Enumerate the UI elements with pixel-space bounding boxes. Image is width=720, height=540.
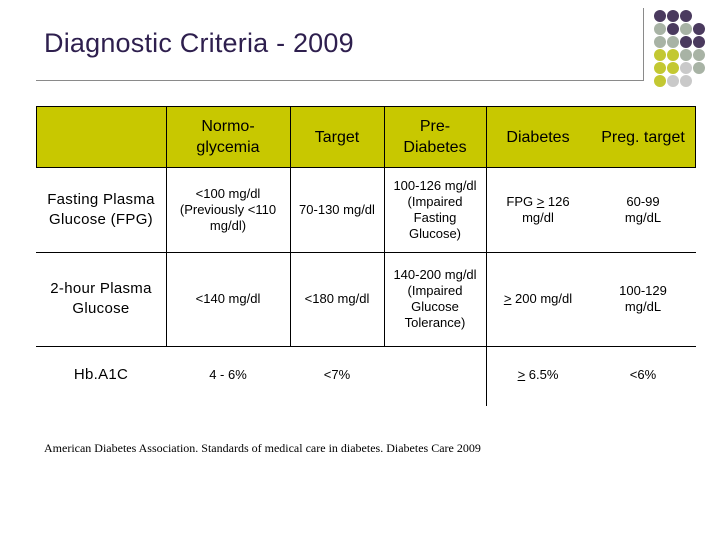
row-2hpg-pre-line3: Glucose (411, 299, 459, 314)
row-fpg-target-value: 70-130 mg/dl (299, 202, 375, 217)
header-prediabetes (384, 106, 486, 168)
row-2hpg-target (290, 252, 384, 346)
row-2hpg-label-line2: Glucose (72, 300, 130, 317)
row-2hpg-prediabetes (384, 252, 486, 346)
row-2hpg-normo (166, 252, 290, 346)
row-2hpg-diabetes (486, 252, 590, 346)
decorative-dot (667, 49, 679, 61)
row-2hpg-preg (590, 252, 696, 346)
decorative-dot (667, 10, 679, 22)
row-fpg-target (290, 168, 384, 252)
header-preg-target (590, 106, 696, 168)
row-fpg-preg-line2: mg/dL (624, 210, 662, 225)
row-fpg-pre-line4: Glucose) (408, 226, 462, 241)
row-2hpg-pre-line2: (Impaired (407, 283, 463, 298)
row-fpg-normo-line3: mg/dl) (209, 218, 247, 233)
header-pre-line1: Pre- (419, 118, 451, 135)
row-2hpg-normo-value: <140 mg/dl (195, 291, 261, 306)
decorative-dot (680, 49, 692, 61)
row-fpg-pre-line1: 100-126 mg/dl (393, 178, 477, 193)
row-fpg-pre-line3: Fasting (413, 210, 457, 225)
decorative-dot (654, 62, 666, 74)
grid-line-v2 (290, 106, 291, 346)
decorative-dot (667, 36, 679, 48)
row-fpg-label-line1: Fasting Plasma (47, 191, 155, 208)
row-hba1c-label (36, 346, 166, 404)
slide-title: Diagnostic Criteria - 2009 (44, 28, 354, 58)
decorative-dot (693, 62, 705, 74)
row-hba1c-preg-value: <6% (629, 367, 657, 382)
header-normo-line1: Normo- (201, 118, 255, 135)
header-preg-target-label: Preg. target (601, 128, 685, 146)
row-2hpg-label-line1: 2-hour Plasma (50, 280, 152, 297)
row-2hpg-diabetes-symbol: > (503, 291, 512, 306)
title-divider (36, 80, 644, 81)
header-diabetes-label: Diabetes (506, 128, 570, 146)
row-2hpg-pre-line1: 140-200 mg/dl (393, 267, 477, 282)
decorative-dot (680, 36, 692, 48)
row-hba1c-diabetes (486, 346, 590, 404)
row-fpg-diabetes-symbol: > (536, 194, 545, 209)
header-diabetes (486, 106, 590, 168)
row-2hpg-label (36, 252, 166, 346)
row-fpg-label-line2: Glucose (FPG) (49, 211, 153, 228)
row-fpg-pre-line2: (Impaired (407, 194, 463, 209)
vertical-divider (643, 8, 644, 81)
decorative-dot (680, 23, 692, 35)
decorative-dot (693, 36, 705, 48)
grid-line-v3 (384, 106, 385, 346)
header-target (290, 106, 384, 168)
row-hba1c-label-text: Hb.A1C (73, 366, 129, 383)
row-fpg-diabetes-value: 126 (544, 194, 570, 209)
row-hba1c-normo (166, 346, 290, 404)
decorative-dot (680, 75, 692, 87)
row-2hpg-pre-line4: Tolerance) (404, 315, 466, 330)
decorative-dot (667, 75, 679, 87)
header-target-label: Target (314, 128, 360, 146)
row-fpg-diabetes-unit: mg/dl (522, 210, 554, 225)
row-fpg-preg-line1: 60-99 (626, 194, 660, 209)
row-fpg-normo-line1: <100 mg/dl (195, 186, 261, 201)
decorative-dot (654, 23, 666, 35)
row-fpg-label (36, 168, 166, 252)
row-2hpg-preg-line1: 100-129 (619, 283, 667, 298)
decorative-dot (654, 49, 666, 61)
row-2hpg-diabetes-value: 200 mg/dl (511, 291, 573, 306)
row-2hpg-preg-line2: mg/dL (624, 299, 662, 314)
decorative-dot (667, 23, 679, 35)
row-fpg-normo-line2: (Previously <110 (179, 202, 277, 217)
grid-line-h1 (36, 252, 696, 253)
decorative-dot (680, 62, 692, 74)
row-hba1c-diabetes-value: 6.5% (525, 367, 559, 382)
decorative-dot (667, 62, 679, 74)
row-hba1c-target-value: <7% (323, 367, 351, 382)
decorative-dot (680, 10, 692, 22)
row-fpg-preg (590, 168, 696, 252)
decorative-dot (654, 36, 666, 48)
decorative-dot (693, 23, 705, 35)
grid-line-v1 (166, 106, 167, 346)
row-hba1c-preg (590, 346, 696, 404)
citation: American Diabetes Association. Standards of medical care in diabetes. Diabetes Care 2009 (44, 441, 481, 455)
header-normoglycemia (166, 106, 290, 168)
row-hba1c-target (290, 346, 384, 404)
header-normo-line2: glycemia (196, 139, 260, 156)
row-fpg-prediabetes (384, 168, 486, 252)
decorative-dot (654, 10, 666, 22)
grid-line-h2 (36, 346, 696, 347)
row-fpg-diabetes-prefix: FPG (506, 194, 537, 209)
row-hba1c-diabetes-symbol: > (517, 367, 526, 382)
row-hba1c-normo-value: 4 - 6% (209, 367, 247, 382)
row-fpg-diabetes (486, 168, 590, 252)
grid-line-v4 (486, 106, 487, 406)
row-fpg-normo (166, 168, 290, 252)
row-2hpg-target-value: <180 mg/dl (304, 291, 370, 306)
header-pre-line2: Diabetes (403, 139, 467, 156)
criteria-table (36, 106, 696, 406)
decorative-dot (693, 49, 705, 61)
decorative-dot (654, 75, 666, 87)
